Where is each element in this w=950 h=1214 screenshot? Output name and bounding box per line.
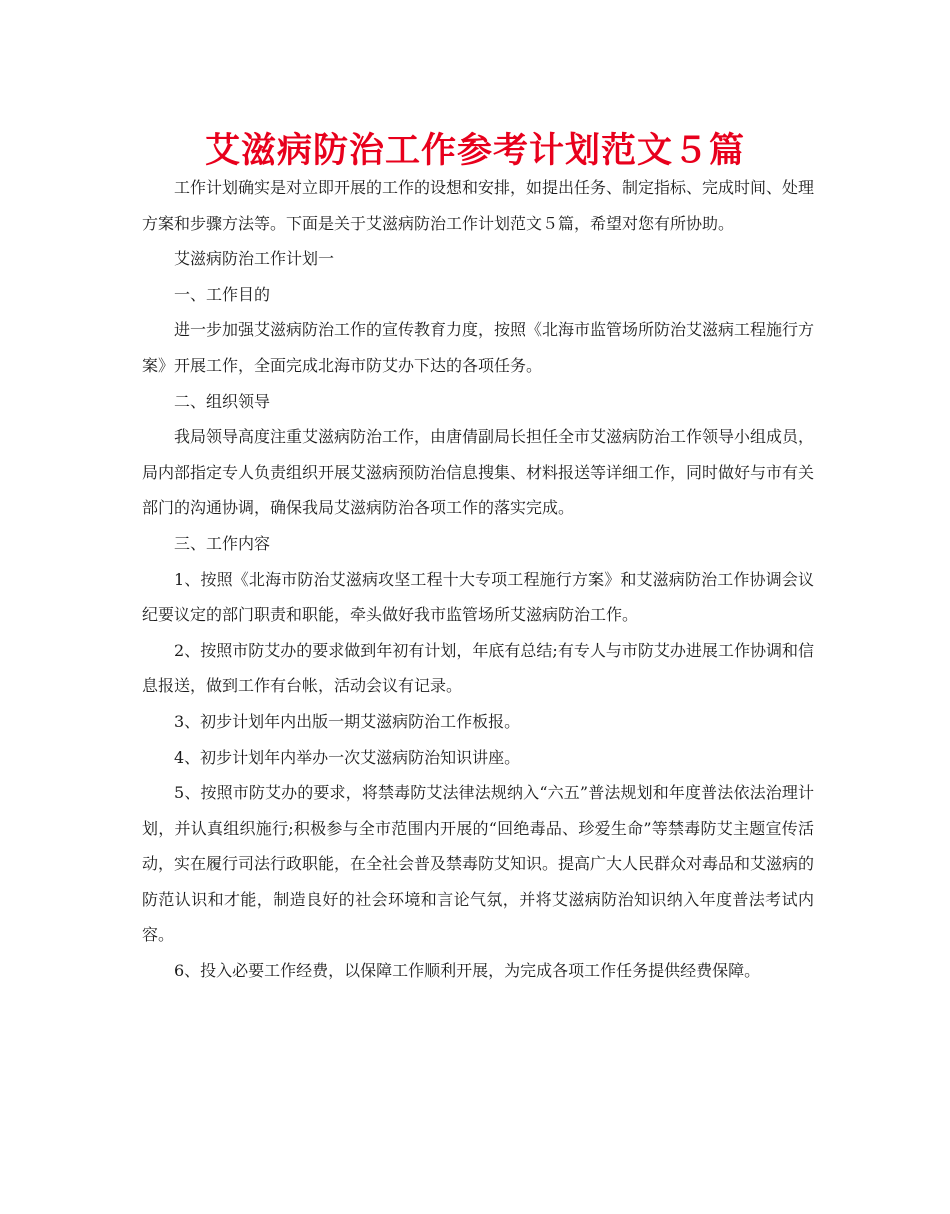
section-heading-plan-one: 艾滋病防治工作计划一 xyxy=(174,249,335,269)
document-body xyxy=(142,170,814,989)
paragraph-organization: 我局领导高度注重艾滋病防治工作，由唐倩副局长担任全市艾滋病防治工作领导小组成员，局内部指定专人负责组织开展艾滋病预防治信息搜集、材料报送等详细工作，同时做好与市有关部门的沟通协调，确保我局艾滋病防治各项工作的落实完成。 xyxy=(142,427,815,518)
section-heading-work-content: 三、工作内容 xyxy=(174,533,271,553)
list-item-5: 5、按照市防艾办的要求，将禁毒防艾法律法规纳入“六五”普法规划和年度普法依法治理计划，并认真组织施行;积极参与全市范围内开展的“回绝毒品、珍爱生命”等禁毒防艾主题宣传活动，实在履行司法行政职能，在全社会普及禁毒防艾知识。提高广大人民群众对毒品和艾滋病的防范认识和才能，制造良好的社会环境和言论气氛，并将艾滋病防治知识纳入年度普法考试内容。 xyxy=(142,783,815,945)
list-item-1: 1、按照《北海市防治艾滋病攻坚工程十大专项工程施行方案》和艾滋病防治工作协调会议纪要议定的部门职责和职能，牵头做好我市监管场所艾滋病防治工作。 xyxy=(142,569,814,625)
paragraph-intro: 工作计划确实是对立即开展的工作的设想和安排，如提出任务、制定指标、完成时间、处理方案和步骤方法等。下面是关于艾滋病防治工作计划范文５篇，希望对您有所协助。 xyxy=(142,178,815,233)
list-item-3: 3、初步计划年内出版一期艾滋病防治工作板报。 xyxy=(174,711,521,731)
document-title: 艾滋病防治工作参考计划范文５篇 xyxy=(204,131,745,171)
list-item-6: 6、投入必要工作经费，以保障工作顺利开展，为完成各项工作任务提供经费保障。 xyxy=(174,961,761,981)
list-item-4: 4、初步计划年内举办一次艾滋病防治知识讲座。 xyxy=(174,747,521,767)
section-heading-organization: 二、组织领导 xyxy=(174,391,271,411)
section-heading-work-goal: 一、工作目的 xyxy=(174,284,271,304)
paragraph-work-goal: 进一步加强艾滋病防治工作的宣传教育力度，按照《北海市监管场所防治艾滋病工程施行方案》开展工作，全面完成北海市防艾办下达的各项任务。 xyxy=(142,320,815,375)
list-item-2: 2、按照市防艾办的要求做到年初有计划，年底有总结;有专人与市防艾办进展工作协调和信息报送，做到工作有台帐，活动会议有记录。 xyxy=(142,640,814,696)
